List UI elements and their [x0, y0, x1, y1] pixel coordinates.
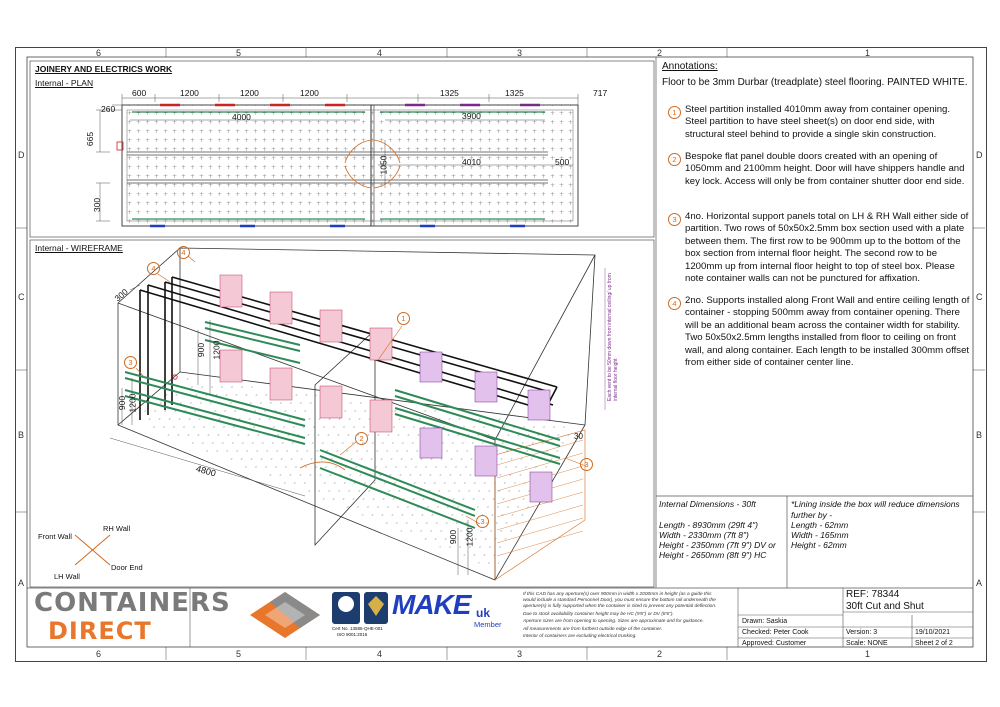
- callout-2: 2: [355, 432, 368, 445]
- fine-print-item: All measurements are from furthest outside edge of the container.: [523, 626, 663, 632]
- grid-col-label: 4: [377, 48, 383, 58]
- vent-height-note: Each vent to be 50mm down from internal ceiling/ up from internal floor height: [607, 273, 619, 401]
- grid-col-label: 4: [377, 649, 383, 659]
- make-uk-suffix: uk: [476, 606, 491, 620]
- annotation-note: Bespoke flat panel double doors created with an opening of 1050mm and 2100mm height. Door will have shippers handle and key lock. Access will only be from container shutter door end side.: [685, 151, 965, 187]
- dim-label: 1200: [300, 88, 319, 98]
- make-uk-logo: MAKE: [392, 589, 471, 620]
- version: Version: 3: [846, 629, 878, 636]
- dim-label: 600: [132, 88, 147, 98]
- company-logo-line2: DIRECT: [48, 617, 152, 645]
- compass-front-wall: Front Wall: [38, 532, 72, 541]
- grid-row-label: A: [976, 578, 983, 588]
- cert-number: Cert No. 13586-QHE-001: [332, 626, 383, 631]
- grid-col-label: 6: [96, 649, 102, 659]
- dim-label: 30: [574, 432, 583, 441]
- grid-row-label: B: [18, 430, 25, 440]
- lining-line: Length - 62mm: [791, 520, 849, 530]
- compass-door-end: Door End: [111, 563, 143, 572]
- dimension-line: Height - 2650mm (8ft 9") HC: [659, 550, 767, 560]
- dim-label: 900: [117, 395, 128, 411]
- drawing-description: 30ft Cut and Shut: [846, 601, 924, 612]
- fine-print-item: Aperture sizes are from opening to opening. Sizes are approximate and for guidance.: [523, 619, 704, 624]
- cert-standard: ISO 9001:2015: [337, 632, 368, 637]
- dim-label: 4010: [462, 157, 481, 167]
- dim-label: 4000: [232, 112, 251, 122]
- callout-1: 1: [397, 312, 410, 325]
- grid-col-label: 1: [865, 649, 871, 659]
- grid-row-label: C: [976, 292, 983, 302]
- reference-number: REF: 78344: [846, 589, 900, 600]
- dim-label: 1325: [505, 88, 524, 98]
- annotation-note: 2no. Supports installed along Front Wall and entire ceiling length of container - stopping 500mm away from container opening. There will be an additional beam across the container width for stability. Two 50x50x2.5mm lengths installed from floor to ceiling on front wall, and along container. Each length to be installed 300mm offset from either side of container center line.: [685, 295, 970, 369]
- grid-col-label: 1: [865, 48, 871, 58]
- plan-title: JOINERY AND ELECTRICS WORK: [35, 64, 173, 74]
- dim-label: 900: [196, 342, 207, 358]
- dimensions-title: Internal Dimensions - 30ft: [659, 499, 756, 509]
- grid-row-label: D: [18, 150, 25, 160]
- plan-subtitle: Internal - PLAN: [35, 78, 94, 88]
- dim-label: 717: [593, 88, 608, 98]
- grid-row-label: A: [18, 578, 25, 588]
- grid-col-label: 2: [657, 48, 663, 58]
- grid-col-label: 3: [517, 48, 523, 58]
- note-number: 4: [668, 297, 681, 310]
- drawn-by: Drawn: Saskia: [742, 618, 788, 625]
- grid-row-label: D: [976, 150, 983, 160]
- make-uk-member: Member: [474, 620, 502, 629]
- callout-4: 4: [177, 246, 190, 259]
- dim-label: 300: [112, 286, 130, 304]
- dim-label: 1200: [211, 340, 222, 360]
- compass-lh-wall: LH Wall: [54, 572, 80, 581]
- grid-row-label: C: [18, 292, 25, 302]
- dim-label: 300: [92, 197, 103, 213]
- dimension-line: Height - 2350mm (7ft 9") DV or: [659, 540, 776, 550]
- fine-print-item: If this CAD has any aperture(s) over 900mm in width x 2000mm in height (as a guide this would include a standard Personnel Door), you must ensure the bottom rail underneath the aperture(s) is fully supported when the container is sited to prevent any potential deflection.: [523, 592, 717, 609]
- dim-label: 665: [85, 131, 96, 147]
- dim-label: 1325: [440, 88, 459, 98]
- wireframe-subtitle: Internal - WIREFRAME: [35, 243, 123, 253]
- fine-print-item: Due to stock availability container height may be HC (9'6") or DV (8'6").: [523, 611, 674, 617]
- callout-3: 3: [124, 356, 137, 369]
- fine-print: [523, 592, 723, 642]
- grid-row-label: B: [976, 430, 983, 440]
- annotations-title: Annotations:: [662, 61, 718, 72]
- dim-label: 3900: [462, 111, 481, 121]
- sheet-number: Sheet 2 of 2: [915, 640, 953, 647]
- grid-col-label: 6: [96, 48, 102, 58]
- scale: Scale: NONE: [846, 640, 888, 647]
- floor-note: Floor to be 3mm Durbar (treadplate) steel flooring. PAINTED WHITE.: [662, 77, 968, 88]
- note-number: 1: [668, 106, 681, 119]
- date: 19/10/2021: [915, 629, 951, 636]
- company-logo-line1: CONTAINERS: [34, 588, 231, 618]
- lining-line: Width - 165mm: [791, 530, 849, 540]
- fine-print-item: Interior of containers are excluding electrical trunking.: [523, 634, 637, 639]
- dim-label: 260: [101, 104, 116, 114]
- note-number: 3: [668, 213, 681, 226]
- grid-col-label: 2: [657, 649, 663, 659]
- dim-label: 500: [555, 157, 570, 167]
- note-number: 2: [668, 153, 681, 166]
- callout-3: 3: [476, 515, 489, 528]
- approved-by: Approved: Customer: [742, 640, 807, 647]
- dim-label: 1050: [378, 155, 389, 175]
- checked-by: Checked: Peter Cook: [742, 629, 809, 636]
- dim-label: 4800: [195, 463, 218, 479]
- grid-col-label: 5: [236, 48, 242, 58]
- callout-3: 3: [580, 458, 593, 471]
- grid-col-label: 5: [236, 649, 242, 659]
- dim-label: 1200: [464, 527, 475, 547]
- compass-rh-wall: RH Wall: [103, 524, 131, 533]
- dimension-line: Width - 2330mm (7ft 8"): [659, 530, 749, 540]
- dim-label: 1200: [127, 393, 138, 413]
- annotation-note: 4no. Horizontal support panels total on LH & RH Wall either side of partition. Two rows of 50x50x2.5mm box section used with a plate between them. The first row to be 900mm up to the bottom of the box section from internal floor height. The second row to be 1200mm up from internal floor height to top of steel box. Please note container walls can not be punctured for affixation.: [685, 211, 969, 285]
- callout-4: 4: [147, 262, 160, 275]
- grid-col-label: 3: [517, 649, 523, 659]
- lining-line: Height - 62mm: [791, 540, 847, 550]
- dim-label: 1200: [180, 88, 199, 98]
- dimension-line: Length - 8930mm (29ft 4"): [659, 520, 758, 530]
- dim-label: 1200: [240, 88, 259, 98]
- lining-title: *Lining inside the box will reduce dimensions further by -: [791, 499, 960, 520]
- annotation-note: Steel partition installed 4010mm away from container opening. Steel partition to have steel sheet(s) on door end side, with structural steel behind to provide a single skin construction.: [685, 104, 951, 140]
- dim-label: 900: [448, 529, 459, 545]
